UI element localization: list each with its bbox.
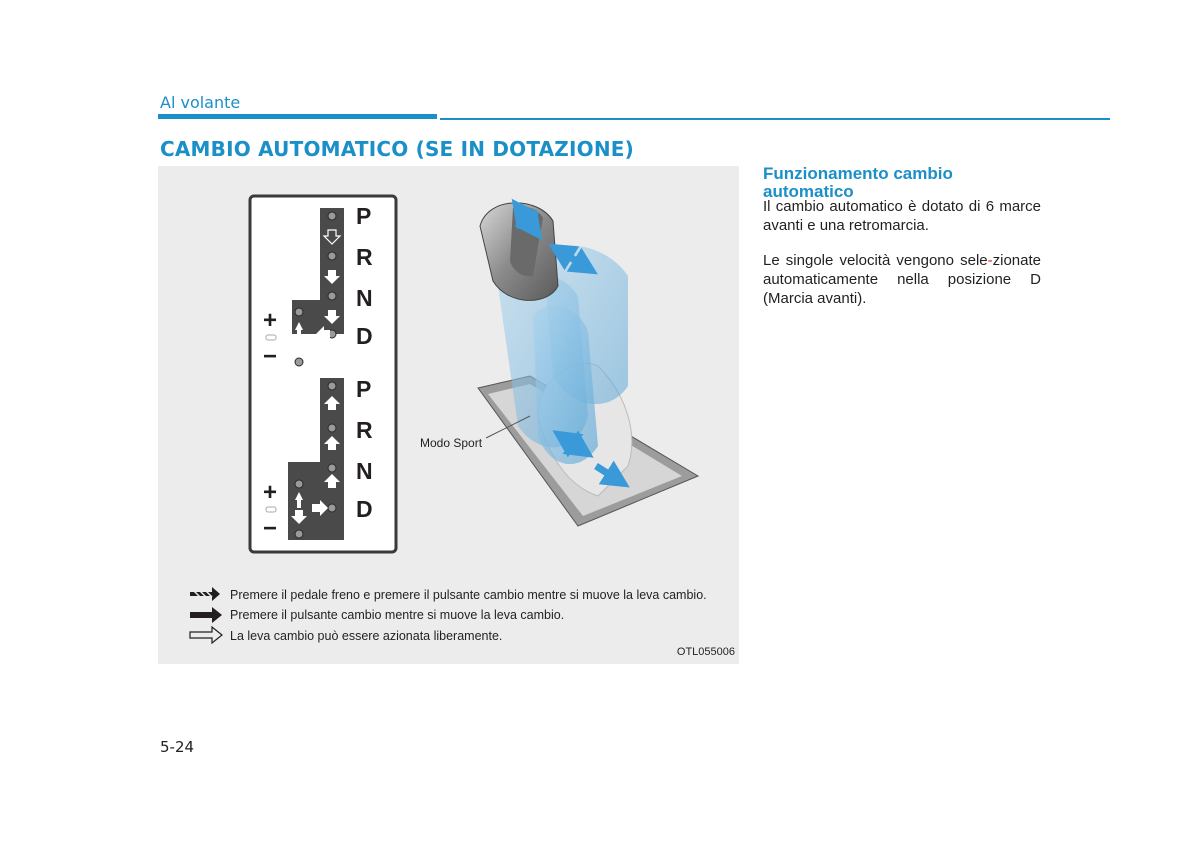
gear-letter-d-lower: D bbox=[356, 496, 373, 522]
page-number: 5-24 bbox=[160, 738, 195, 756]
subheading: Funzionamento cambio automatico bbox=[763, 164, 953, 201]
shift-lever-illustration bbox=[478, 203, 698, 526]
legend-text: Premere il pulsante cambio mentre si muove la leva cambio. bbox=[230, 608, 565, 622]
paragraph-2 bbox=[763, 251, 1041, 308]
gear-letter-r-upper: R bbox=[356, 244, 373, 270]
legend-item-free bbox=[188, 629, 502, 643]
shift-lever-figure bbox=[158, 166, 739, 664]
legend-item-button bbox=[188, 608, 564, 622]
header-rule-thin bbox=[440, 118, 1110, 120]
hyphen-mark: - bbox=[987, 252, 993, 269]
legend-text: Premere il pedale freno e premere il pulsante cambio mentre si muove la leva cambio. bbox=[230, 588, 707, 602]
header-rule-thick bbox=[158, 114, 437, 119]
page-title: CAMBIO AUTOMATICO (SE IN DOTAZIONE) bbox=[160, 137, 634, 161]
gear-letter-p-lower: P bbox=[356, 376, 372, 402]
gear-letter-d-upper: D bbox=[356, 323, 373, 349]
callout-sport-mode: Modo Sport bbox=[420, 436, 483, 450]
legend-item-brake bbox=[188, 588, 707, 602]
gear-letter-p-upper: P bbox=[356, 203, 372, 229]
gear-letter-n-upper: N bbox=[356, 285, 373, 311]
section-label: Al volante bbox=[160, 93, 241, 112]
legend-text: La leva cambio può essere azionata liberamente. bbox=[230, 629, 503, 643]
paragraph-2-end: zionate automaticamente nella posizione D (Marcia avanti). bbox=[763, 252, 1041, 307]
paragraph-2-start: Le singole velocità vengono sele bbox=[763, 252, 988, 269]
minus-sign-lower: − bbox=[263, 515, 278, 542]
figure-code: OTL055006 bbox=[676, 646, 735, 658]
gear-letter-n-lower: N bbox=[356, 458, 373, 484]
plus-sign-lower: + bbox=[263, 479, 278, 506]
paragraph-1: Il cambio automatico è dotato di 6 marce avanti e una retromarcia. bbox=[763, 198, 1041, 234]
minus-sign-upper: − bbox=[263, 343, 278, 370]
gear-letter-r-lower: R bbox=[356, 417, 373, 443]
plus-sign-upper: + bbox=[263, 307, 278, 334]
